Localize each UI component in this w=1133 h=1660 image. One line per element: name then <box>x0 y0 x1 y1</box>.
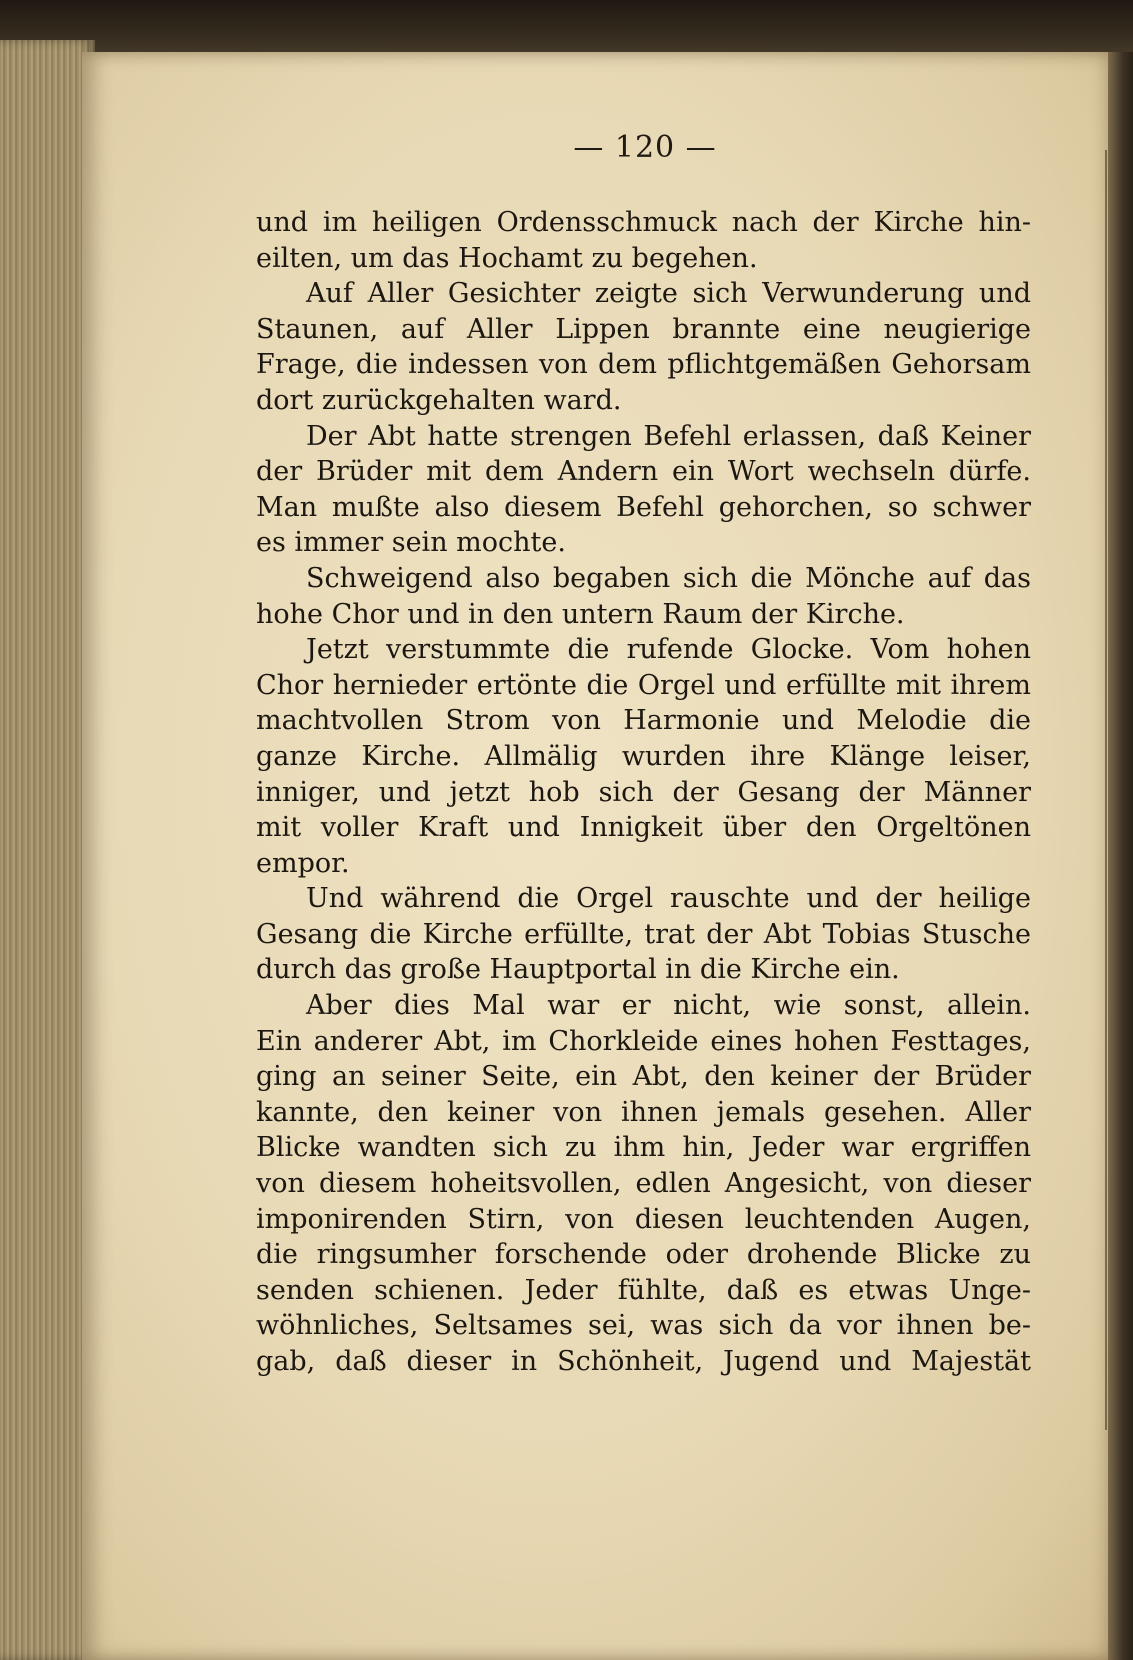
text-line: empor. <box>256 847 350 879</box>
book-right-edge <box>1108 52 1133 1660</box>
text-line: und im heiligen Ordensschmuck nach der Kirche hin- <box>256 207 1031 238</box>
text-line: Schweigend also begaben sich die Mönche auf das <box>306 562 1031 594</box>
text-line: die ringsumher forschende oder drohende Blicke zu <box>256 1239 1031 1271</box>
text-line: durch das große Hauptportal in die Kirche ein. <box>256 954 900 986</box>
text-line: wöhnliches, Seltsames sei, was sich da vor ihnen be- <box>256 1310 1031 1342</box>
text-line: ging an seiner Seite, ein Abt, den keiner der Brüder <box>256 1061 1031 1093</box>
text-line: dort zurückgehalten ward. <box>256 384 622 416</box>
text-line: ganze Kirche. Allmälig wurden ihre Klänge leiser, <box>256 740 1031 772</box>
text-line: Blicke wandten sich zu ihm hin, Jeder war ergriffen <box>256 1132 1031 1164</box>
book-top-edge <box>0 0 1133 60</box>
text-line: Gesang die Kirche erfüllte, trat der Abt Tobias Stusche <box>256 918 1031 950</box>
text-line: mit voller Kraft und Innigkeit über den Orgeltönen <box>256 812 1031 844</box>
page-gutter-shadow <box>1105 150 1107 1430</box>
text-line: kannte, den keiner von ihnen jemals gesehen. Aller <box>256 1096 1031 1128</box>
text-line: es immer sein mochte. <box>256 527 566 559</box>
text-line: imponirenden Stirn, von diesen leuchtenden Augen, <box>256 1203 1031 1235</box>
text-line: machtvollen Strom von Harmonie und Melodie die <box>256 705 1031 737</box>
text-line: inniger, und jetzt hob sich der Gesang der Männer <box>256 776 1031 808</box>
text-line: Und während die Orgel rauschte und der heilige <box>306 883 1031 915</box>
text-line: von diesem hoheitsvollen, edlen Angesicht, von dieser <box>256 1168 1031 1200</box>
text-line: Staunen, auf Aller Lippen brannte eine neugierige <box>256 313 1031 345</box>
page-number: — 120 — <box>573 130 717 165</box>
book-page-edges <box>0 40 95 1660</box>
text-line: Auf Aller Gesichter zeigte sich Verwunderung und <box>306 278 1031 310</box>
text-line: Der Abt hatte strengen Befehl erlassen, daß Keiner <box>306 420 1031 452</box>
text-line: Aber dies Mal war er nicht, wie sonst, allein. <box>306 990 1031 1022</box>
text-line: gab, daß dieser in Schönheit, Jugend und Majestät <box>256 1346 1031 1377</box>
text-line: eilten, um das Hochamt zu begehen. <box>256 242 758 274</box>
text-line: hohe Chor und in den untern Raum der Kirche. <box>256 598 905 630</box>
text-line: Frage, die indessen von dem pflichtgemäßen Gehorsam <box>256 349 1031 381</box>
text-line: Ein anderer Abt, im Chorkleide eines hohen Festtages, <box>256 1025 1031 1057</box>
text-line: senden schienen. Jeder fühlte, daß es etwas Unge- <box>256 1274 1031 1306</box>
text-line: der Brüder mit dem Andern ein Wort wechseln dürfe. <box>256 456 1031 488</box>
text-line: Chor hernieder ertönte die Orgel und erfüllte mit ihrem <box>256 669 1031 701</box>
text-line: Jetzt verstummte die rufende Glocke. Vom hohen <box>306 634 1031 666</box>
body-text <box>256 205 1031 1380</box>
text-line: Man mußte also diesem Befehl gehorchen, so schwer <box>256 491 1031 523</box>
